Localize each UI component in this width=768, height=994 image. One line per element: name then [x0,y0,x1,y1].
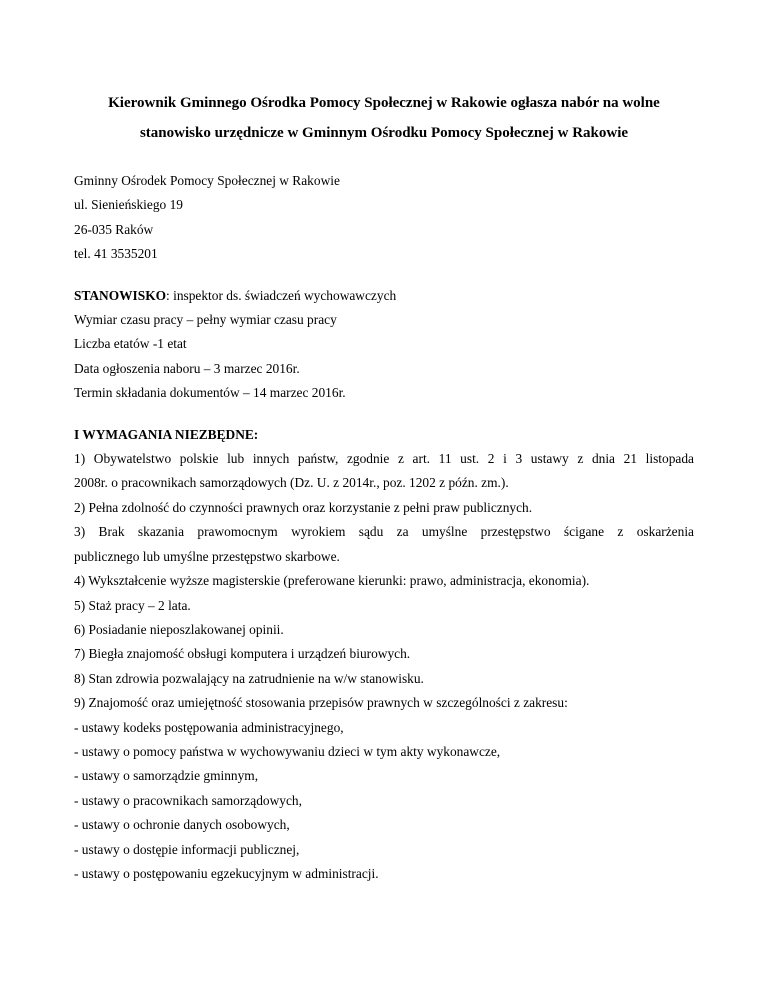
document-title [74,88,694,148]
law-item: - ustawy o pracownikach samorządowych, [74,792,302,808]
requirement-item-6: 6) Posiadanie nieposzlakowanej opinii. [74,621,284,637]
deadline-line: Termin składania dokumentów – 14 marzec 2016r. [74,385,346,401]
phone-number: tel. 41 3535201 [74,246,158,262]
requirements-heading [74,423,694,447]
law-item: - ustawy kodeks postępowania administracyjnego, [74,719,344,735]
law-item: - ustawy o samorządzie gminnym, [74,768,259,784]
title-line-2: stanowisko urzędnicze w Gminnym Ośrodku Pomocy Społecznej w Rakowie [139,125,629,141]
position-block [74,284,694,406]
requirements-section [74,423,694,887]
position-value: : inspektor ds. świadczeń wychowawczych [166,287,397,303]
requirements-heading-text: I WYMAGANIA NIEZBĘDNE: [74,426,259,442]
law-item: - ustawy o pomocy państwa w wychowywaniu dzieci w tym akty wykonawcze, [74,743,501,759]
law-item: - ustawy o postępowaniu egzekucyjnym w administracji. [74,865,379,881]
organization-name: Gminny Ośrodek Pomocy Społecznej w Rakowie [74,173,340,188]
law-item: - ustawy o ochronie danych osobowych, [74,817,290,833]
law-item: - ustawy o dostępie informacji publicznej, [74,841,300,857]
requirement-item-4: 4) Wykształcenie wyższe magisterskie (preferowane kierunki: prawo, administracja, ekonomia). [74,573,590,589]
requirement-item-8: 8) Stan zdrowia pozwalający na zatrudnienie na w/w stanowisku. [74,670,424,686]
street-address: ul. Sienieńskiego 19 [74,197,183,213]
document-page [74,88,694,886]
requirement-item-5: 5) Staż pracy – 2 lata. [74,597,191,613]
requirement-item-1 [74,447,694,496]
worktime-line: Wymiar czasu pracy – pełny wymiar czasu pracy [74,312,337,328]
requirement-item-3 [74,520,694,569]
requirement-item-9: 9) Znajomość oraz umiejętność stosowania przepisów prawnych w szczególności z zakresu: [74,695,568,711]
requirement-item-2: 2) Pełna zdolność do czynności prawnych oraz korzystanie z pełni praw publicznych. [74,499,533,515]
requirement-item-7: 7) Biegła znajomość obsługi komputera i urządzeń biurowych. [74,646,411,662]
position-label: STANOWISKO [74,287,167,303]
title-line-1: Kierownik Gminnego Ośrodka Pomocy Społecznej w Rakowie ogłasza nabór na wolne [108,95,660,111]
requirement-item-1-line-1: 1) Obywatelstwo polskie lub innych państw, zgodnie z art. 11 ust. 2 i 3 ustawy z dnia 21 listopada [74,451,694,467]
address-block [74,169,694,267]
requirement-item-1-line-2: 2008r. o pracownikach samorządowych (Dz. U. z 2014r., poz. 1202 z późn. zm.). [74,475,509,491]
positions-count-line: Liczba etatów -1 etat [74,336,187,352]
requirement-item-3-line-1: 3) Brak skazania prawomocnym wyrokiem sądu za umyślne przestępstwo ścigane z oskarżenia [74,524,694,540]
position-line [74,284,694,308]
requirement-item-3-line-2: publicznego lub umyślne przestępstwo skarbowe. [74,548,340,564]
postal-code-city: 26-035 Raków [74,221,154,237]
announcement-date-line: Data ogłoszenia naboru – 3 marzec 2016r. [74,360,300,376]
